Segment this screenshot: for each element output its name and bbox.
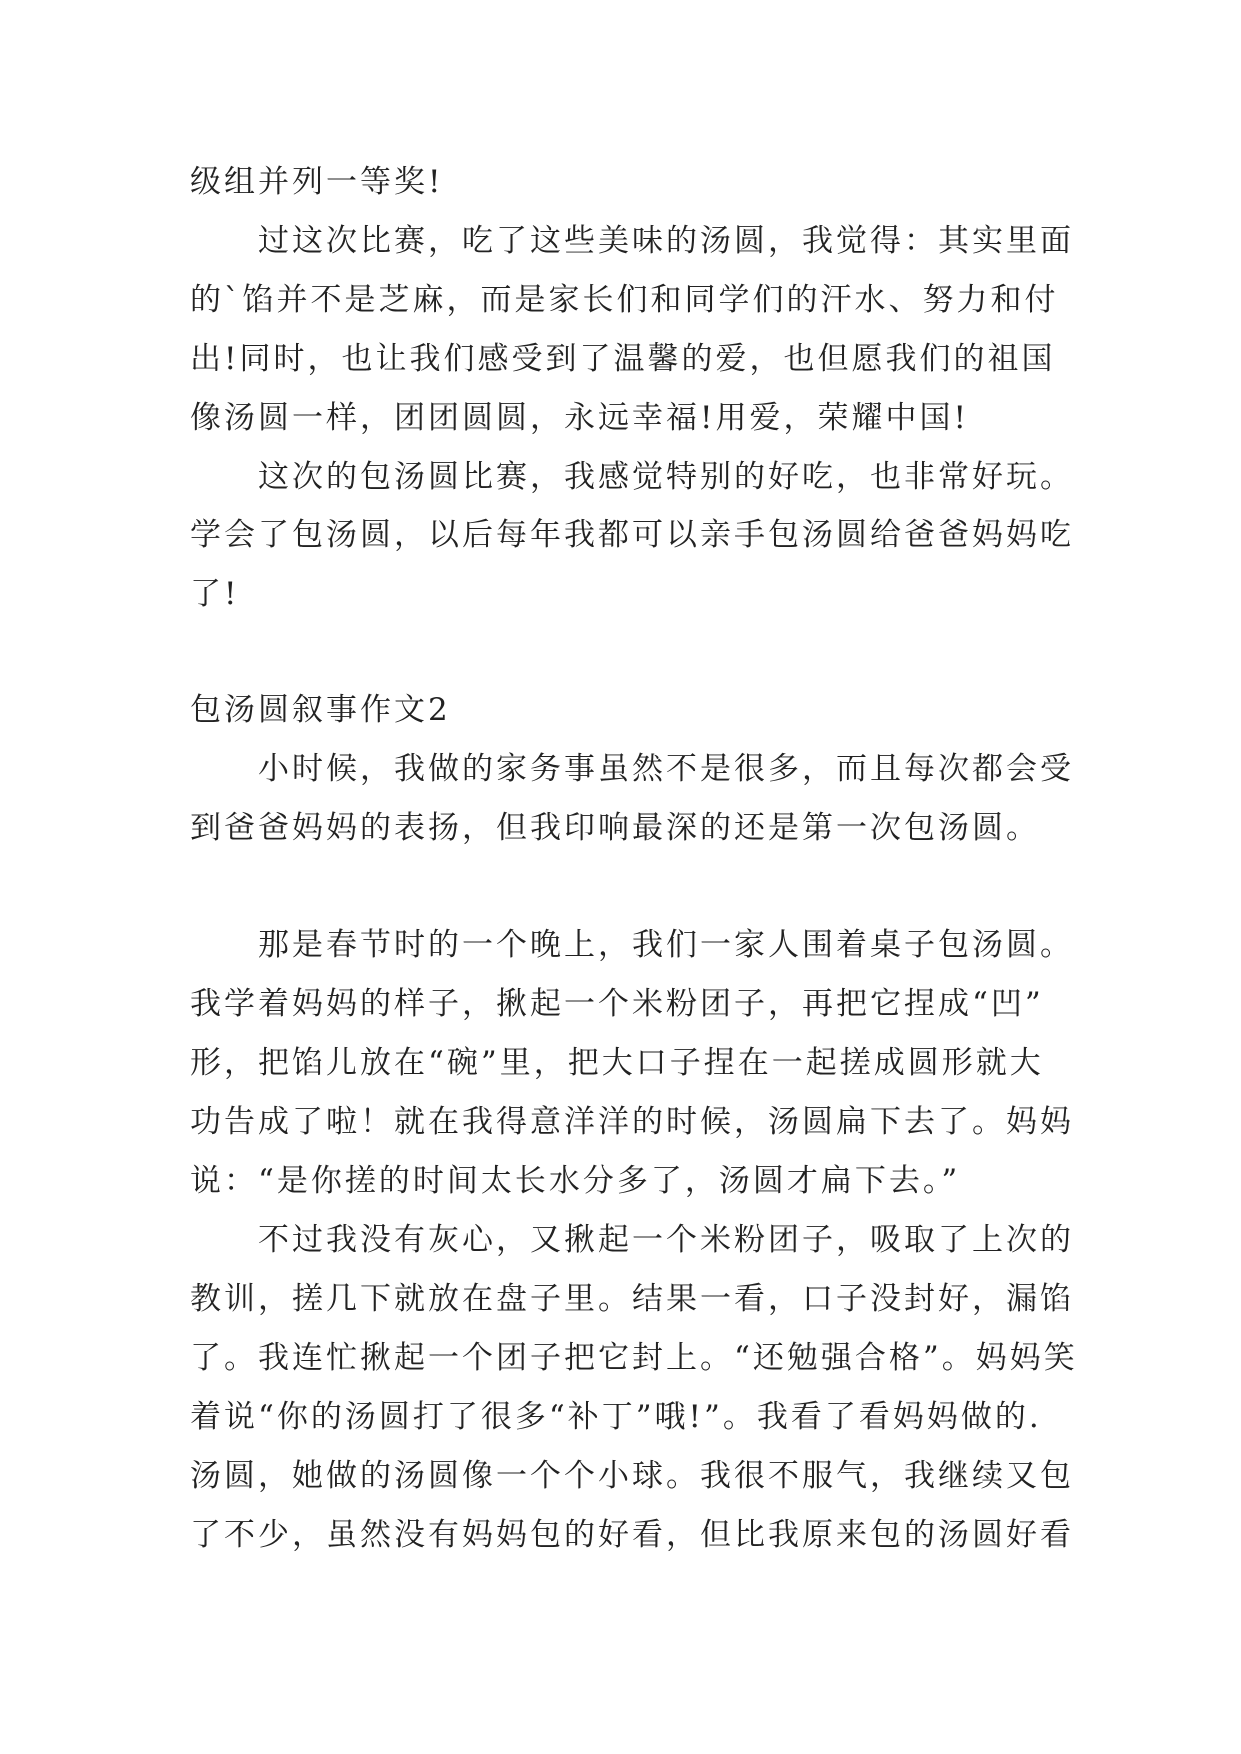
text-line: 出!同时，也让我们感受到了温馨的爱，也但愿我们的祖国 [190,341,1056,377]
text-line: 形，把馅儿放在“碗”里，把大口子捏在一起搓成圆形就大 [190,1045,1044,1081]
text-line: 说：“是你搓的时间太长水分多了，汤圆才扁下去。” [190,1163,961,1199]
text-line: 级组并列一等奖! [190,164,444,200]
text-line: 学会了包汤圆，以后每年我都可以亲手包汤圆给爸爸妈妈吃 [190,517,1074,553]
text-line: 汤圆，她做的汤圆像一个个小球。我很不服气，我继续又包 [190,1458,1074,1494]
text-line: 的`馅并不是芝麻，而是家长们和同学们的汗水、努力和付 [190,282,1059,318]
paragraph-start-line: 不过我没有灰心，又揪起一个米粉团子，吸取了上次的 [258,1222,1074,1258]
text-line: 了不少，虽然没有妈妈包的好看，但比我原来包的汤圆好看 [190,1517,1074,1553]
text-line: 着说“你的汤圆打了很多“补丁”哦!”。我看了看妈妈做的. [190,1399,1042,1435]
section-heading: 包汤圆叙事作文2 [190,692,451,728]
text-line: 了。我连忙揪起一个团子把它封上。“还勉强合格”。妈妈笑 [190,1340,1078,1376]
paragraph-start-line: 这次的包汤圆比赛，我感觉特别的好吃，也非常好玩。 [258,459,1074,495]
text-line: 我学着妈妈的样子，揪起一个米粉团子，再把它捏成“凹” [190,986,1044,1022]
text-line: 像汤圆一样，团团圆圆，永远幸福!用爱，荣耀中国! [190,400,969,436]
paragraph-start-line: 过这次比赛，吃了这些美味的汤圆，我觉得：其实里面 [258,223,1074,259]
text-line: 了! [190,576,240,612]
text-line: 功告成了啦！就在我得意洋洋的时候，汤圆扁下去了。妈妈 [190,1104,1074,1140]
text-line: 教训，搓几下就放在盘子里。结果一看，口子没封好，漏馅 [190,1281,1074,1317]
paragraph-start-line: 小时候，我做的家务事虽然不是很多，而且每次都会受 [258,751,1074,787]
paragraph-start-line: 那是春节时的一个晚上，我们一家人围着桌子包汤圆。 [258,927,1074,963]
text-line: 到爸爸妈妈的表扬，但我印响最深的还是第一次包汤圆。 [190,810,1040,846]
